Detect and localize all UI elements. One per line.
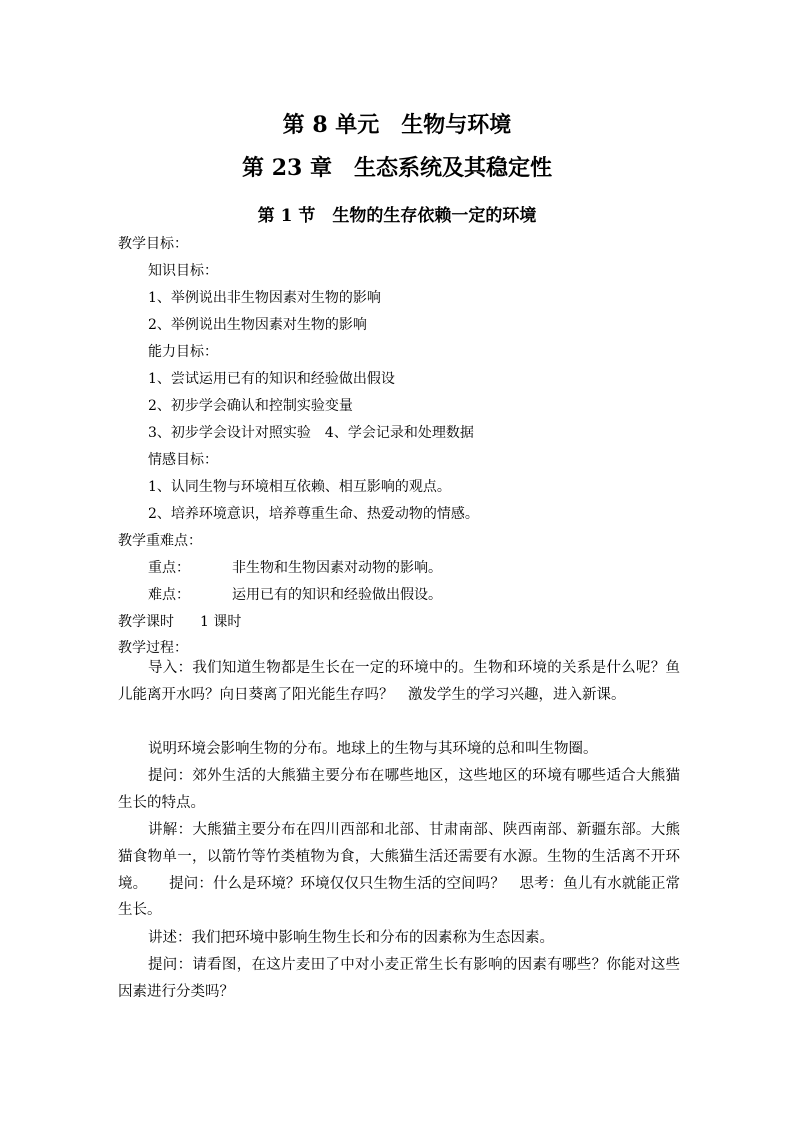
unit-title: 第 8 单元 生物与环境 [282, 112, 512, 138]
class-hours-row [118, 612, 241, 632]
process-paragraph: 讲述：我们把环境中影响生物生长和分布的因素称为生态因素。 [148, 930, 554, 946]
key-points-heading: 教学重难点： [118, 533, 202, 549]
key-text: 非生物和生物因素对动物的影响。 [232, 560, 442, 576]
ability-heading: 能力目标： [148, 344, 218, 360]
ability-item: 3、初步学会设计对照实验 4、学会记录和处理数据 [148, 425, 474, 441]
difficult-label: 难点： [148, 587, 190, 603]
section-title: 第 1 节 生物的生存依赖一定的环境 [257, 206, 537, 226]
difficult-text: 运用已有的知识和经验做出假设。 [232, 587, 442, 603]
class-hours-value: 1 课时 [200, 614, 242, 630]
process-paragraph-intro: 导入：我们知道生物都是生长在一定的环境中的。生物和环境的关系是什么呢？鱼儿能离开水吗？向日葵离了阳光能生存吗？ 激发学生的学习兴趣，进入新课。 [118, 660, 680, 703]
emotion-item: 2、培养环境意识，培养尊重生命、热爱动物的情感。 [148, 506, 479, 522]
key-label: 重点： [148, 560, 190, 576]
emotion-heading: 情感目标： [148, 452, 218, 468]
knowledge-item: 2、举例说出生物因素对生物的影响 [148, 317, 367, 333]
knowledge-heading: 知识目标： [148, 263, 218, 279]
chapter-title: 第 23 章 生态系统及其稳定性 [242, 155, 552, 181]
ability-item: 1、尝试运用已有的知识和经验做出假设 [148, 371, 395, 387]
ability-item: 2、初步学会确认和控制实验变量 [148, 398, 353, 414]
knowledge-item: 1、举例说出非生物因素对生物的影响 [148, 290, 381, 306]
difficult-point-row [148, 585, 442, 605]
class-hours-label: 教学课时 [118, 614, 174, 630]
process-paragraph: 提问：请看图，在这片麦田了中对小麦正常生长有影响的因素有哪些？你能对这些因素进行分类吗？ [118, 957, 680, 1000]
key-point-row [148, 558, 442, 578]
process-paragraph: 说明环境会影响生物的分布。地球上的生物与其环境的总和叫生物圈。 [148, 741, 598, 757]
process-heading: 教学过程： [118, 640, 188, 656]
objectives-heading: 教学目标： [118, 236, 188, 252]
process-paragraph: 讲解：大熊猫主要分布在四川西部和北部、甘肃南部、陕西南部、新疆东部。大熊猫食物单一，以箭竹等竹类植物为食，大熊猫生活还需要有水源。生物的生活离不开环境。 提问：什么是环境？环境仅仅只生物生活的空间吗？ 思考：鱼儿有水就能正常生长。 [118, 822, 680, 919]
emotion-item: 1、认同生物与环境相互依赖、相互影响的观点。 [148, 479, 451, 495]
process-paragraph: 提问：郊外生活的大熊猫主要分布在哪些地区，这些地区的环境有哪些适合大熊猫生长的特点。 [118, 768, 680, 811]
